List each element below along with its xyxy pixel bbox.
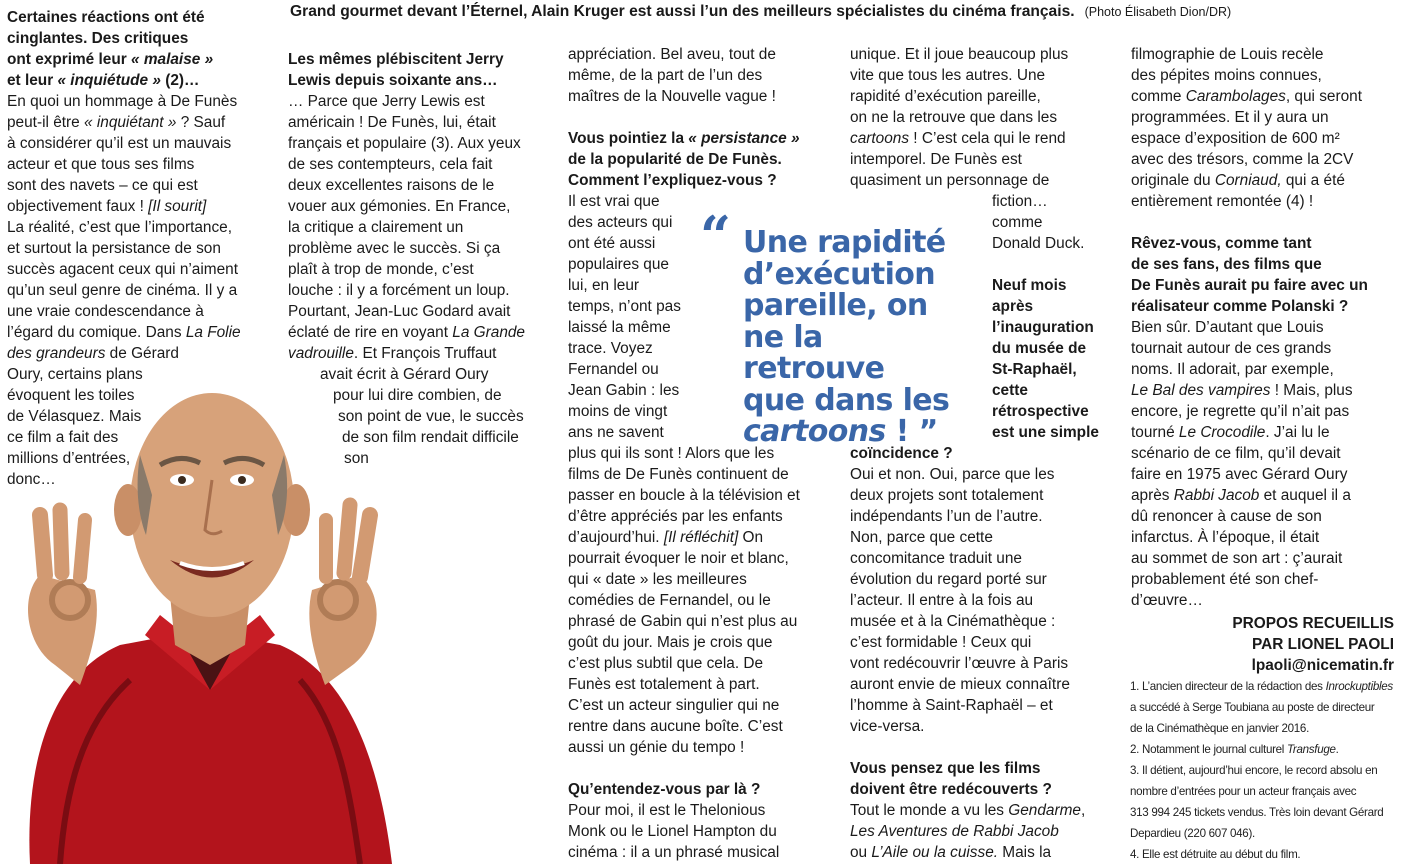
pull-quote-text: Une rapidité d’exécution pareille, on ne la retrouve que dans les cartoons ! ”: [743, 225, 950, 449]
column-4: [850, 44, 1112, 863]
answer-1: En quoi un hommage à De Funès peut-il être « inquiétant » ? Sauf à considérer qu’il est un mauvais acteur et que tous ses films sont des navets – ce qui est objectivement faux ! [Il sourit] La réalité, c’est que l’importance, et surtout la persistance de son succès agacent ceux qui n’aiment qu’un seul genre de cinéma. Il y a une vraie condescendance à l’égard du comique. Dans La Folie des grandeurs de Gérard Oury, certains plans évoquent les toiles de Vélasquez. Mais ce film a fait des millions d’entrées, donc…: [7, 93, 241, 488]
answer-2-end: appréciation. Bel aveu, tout de même, de la part de l’un des maîtres de la Nouvelle vague !: [568, 46, 776, 105]
column-2: [288, 49, 556, 469]
question-4: Qu’entendez-vous par là ?: [568, 781, 761, 798]
column-5: [1131, 44, 1397, 611]
caption-text: Grand gourmet devant l’Éternel, Alain Kruger est aussi l’un des meilleurs spécialistes du cinéma français.: [290, 3, 1075, 20]
question-5-end: coïncidence ?: [850, 445, 953, 462]
column-3: [568, 44, 836, 863]
author-signature: PROPOS RECUEILLIS PAR LIONEL PAOLI lpaoli@nicematin.fr: [1232, 615, 1394, 674]
answer-2: … Parce que Jerry Lewis est américain ! De Funès, lui, était français et populaire (3). Aux yeux de ses contempteurs, cela fait deux excellentes raisons de le vouer aux gémonies. En France, la critique a clairement un problème avec le succès. Si ça plaît à trop de monde, c’est louche : il y a forcément un loup. Pourtant, Jean-Luc Godard avait éclaté de rire en voyant La Grande vadrouille. Et François Truffaut avait écrit à Gérard Oury pour lui dire combien, de son point de vue, le succès de son film rendait difficile son: [288, 93, 525, 467]
footnotes: 1. L’ancien directeur de la rédaction des Inrockuptibles a succédé à Serge Toubiana au poste de directeur de la Cinémathèque en janvier 2016. 2. Notamment le journal culturel Transfuge. 3. Il détient, aujourd’hui encore, le record absolu en nombre d’entrées pour un acteur français avec 313 994 245 tickets vendus. Très loin devant Gérard Depardieu (220 607 046). 4. Elle est détruite au début du film.: [1130, 680, 1393, 861]
answer-5: Oui et non. Oui, parce que les deux projets sont totalement indépendants l’un de l’autre. Non, parce que cette concomitance traduit une évolution du regard porté sur l’acteur. Il entre à la fois au musée et à la Cinémathèque : c’est formidable ! Ceux qui vont redécouvrir l’œuvre à Paris auront envie de mieux connaître l’homme à Saint-Raphaël – et vice-versa.: [850, 466, 1070, 735]
photo-credit: (Photo Élisabeth Dion/DR): [1084, 5, 1232, 19]
question-2: Les mêmes plébiscitent Jerry Lewis depuis soixante ans…: [288, 51, 504, 89]
answer-4: Pour moi, il est le Thelonious Monk ou le Lionel Hampton du cinéma : il a un phrasé musical: [568, 802, 780, 861]
question-3: Vous pointiez la « persistance » de la popularité de De Funès. Comment l’expliquez-vous ?: [568, 130, 800, 189]
question-6: Vous pensez que les films doivent être redécouverts ?: [850, 760, 1052, 798]
photo-caption: [290, 3, 1400, 21]
answer-4-end: unique. Et il joue beaucoup plus vite que tous les autres. Une rapidité d’exécution pareille, on ne la retrouve que dans les cartoons ! C’est cela qui le rend intemporel. De Funès est quasiment un personnage de fiction… comme Donald Duck.: [850, 46, 1085, 252]
question-5: Neuf mois après l’inauguration du musée de St-Raphaël, cette rétrospective est une simple: [992, 277, 1099, 441]
answer-6: Tout le monde a vu les Gendarme, Les Aventures de Rabbi Jacob ou L’Aile ou la cuisse. Mais la: [850, 802, 1086, 861]
answer-3: Il est vrai que des acteurs qui ont été aussi populaires que lui, en leur temps, n’ont pas laissé la même trace. Voyez Fernandel ou Jean Gabin : les moins de vingt ans ne savent plus qui ils sont ! Alors que les films de De Funès continuent de passer en boucle à la télévision et d’être appréciés par les enfants d’aujourd’hui. [Il réfléchit] On pourrait évoquer le noir et blanc, qui « date » les meilleures comédies de Fernandel, ou le phrasé de Gabin qui n’est plus au goût du jour. Mais je crois que c’est plus subtil que cela. De Funès est totalement à part. C’est un acteur singulier qui ne rentre dans aucune boîte. C’est aussi un génie du tempo !: [568, 193, 800, 756]
answer-7: Bien sûr. D’autant que Louis tournait autour de ces grands noms. Il adorait, par exemple, Le Bal des vampires ! Mais, plus encore, je regrette qu’il n’ait pas tourné Le Crocodile. J’ai lu le scénario de ce film, qu’il devait faire en 1975 avec Gérard Oury après Rabbi Jacob et auquel il a dû renoncer à cause de son infarctus. À l’époque, il était au sommet de son art : ç’aurait probablement été son chef- d’œuvre…: [1131, 319, 1353, 609]
question-7: Rêvez-vous, comme tant de ses fans, des films que De Funès aurait pu faire avec un réalisateur comme Polanski ?: [1131, 235, 1368, 315]
author-email[interactable]: lpaoli@nicematin.fr: [1251, 657, 1394, 674]
quote-mark: “: [700, 204, 732, 268]
question-1: Certaines réactions ont été cinglantes. Des critiques ont exprimé leur « malaise » et leur « inquiétude » (2)…: [7, 9, 214, 89]
answer-6-end: filmographie de Louis recèle des pépites moins connues, comme Carambolages, qui seront programmées. Et il y aura un espace d’exposition de 600 m² avec des trésors, comme la 2CV originale du Corniaud, qui a été entièrement remontée (4) !: [1131, 46, 1362, 210]
